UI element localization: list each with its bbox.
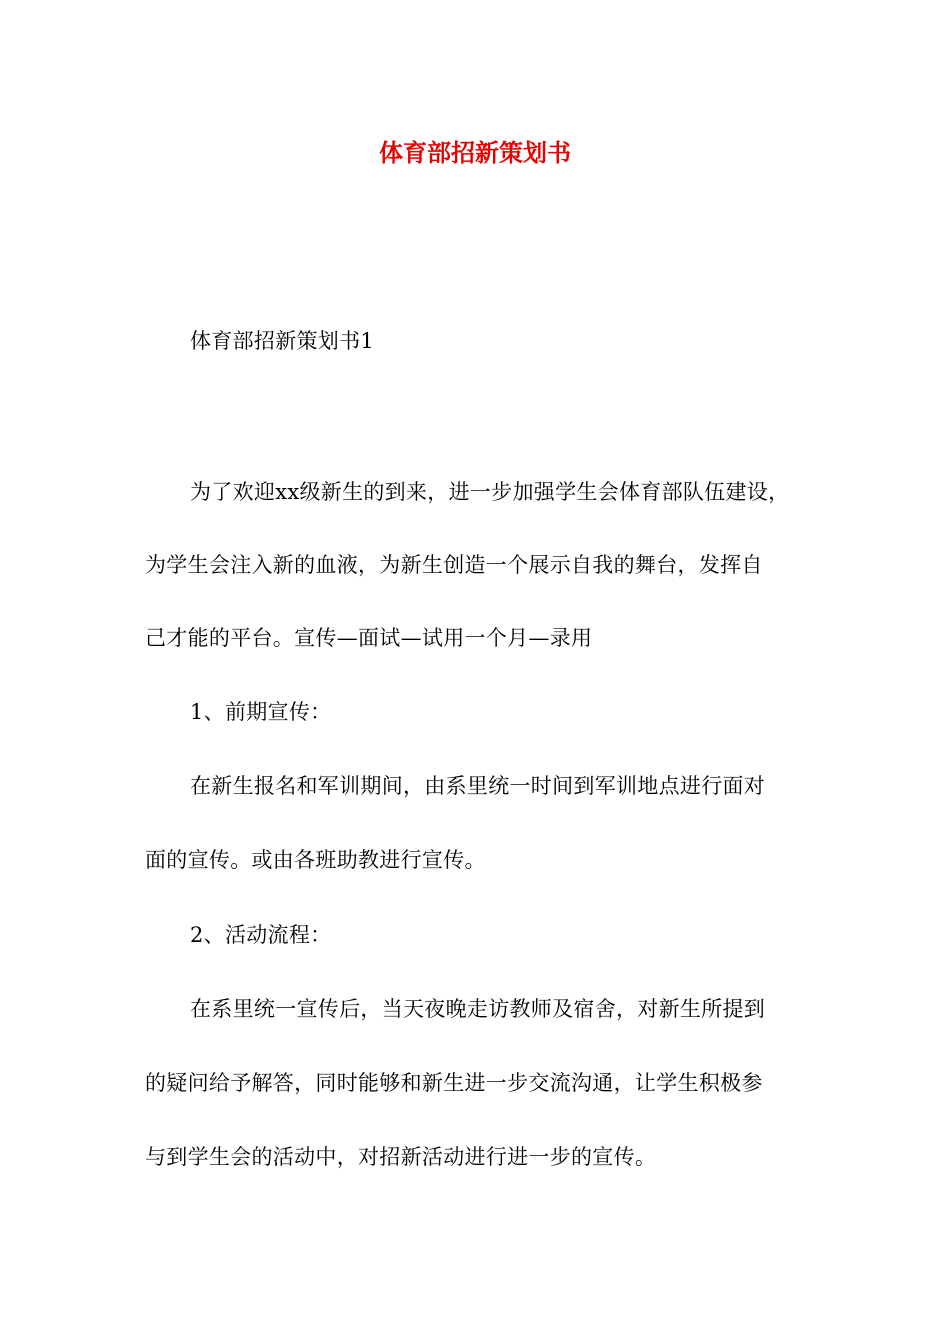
section-heading: 2、活动流程：: [190, 923, 332, 947]
paragraph-line: 在新生报名和军训期间，由系里统一时间到军训地点进行面对: [190, 774, 766, 798]
section-heading: 1、前期宣传：: [190, 700, 332, 724]
paragraph-line: 己才能的平台。宣传—面试—试用一个月—录用: [145, 626, 593, 650]
document-title: 体育部招新策划书: [379, 138, 571, 167]
paragraph-line: 的疑问给予解答，同时能够和新生进一步交流沟通，让学生积极参: [145, 1071, 763, 1095]
paragraph-line: 在系里统一宣传后，当天夜晚走访教师及宿舍，对新生所提到: [190, 997, 766, 1021]
paragraph-line: 为学生会注入新的血液，为新生创造一个展示自我的舞台，发挥自: [145, 553, 763, 577]
paragraph-line: 为了欢迎xx级新生的到来，进一步加强学生会体育部队伍建设，: [190, 480, 790, 504]
paragraph-line: 与到学生会的活动中，对招新活动进行进一步的宣传。: [145, 1145, 657, 1169]
subheading: 体育部招新策划书1: [190, 329, 375, 353]
paragraph-line: 面的宣传。或由各班助教进行宣传。: [145, 848, 486, 872]
